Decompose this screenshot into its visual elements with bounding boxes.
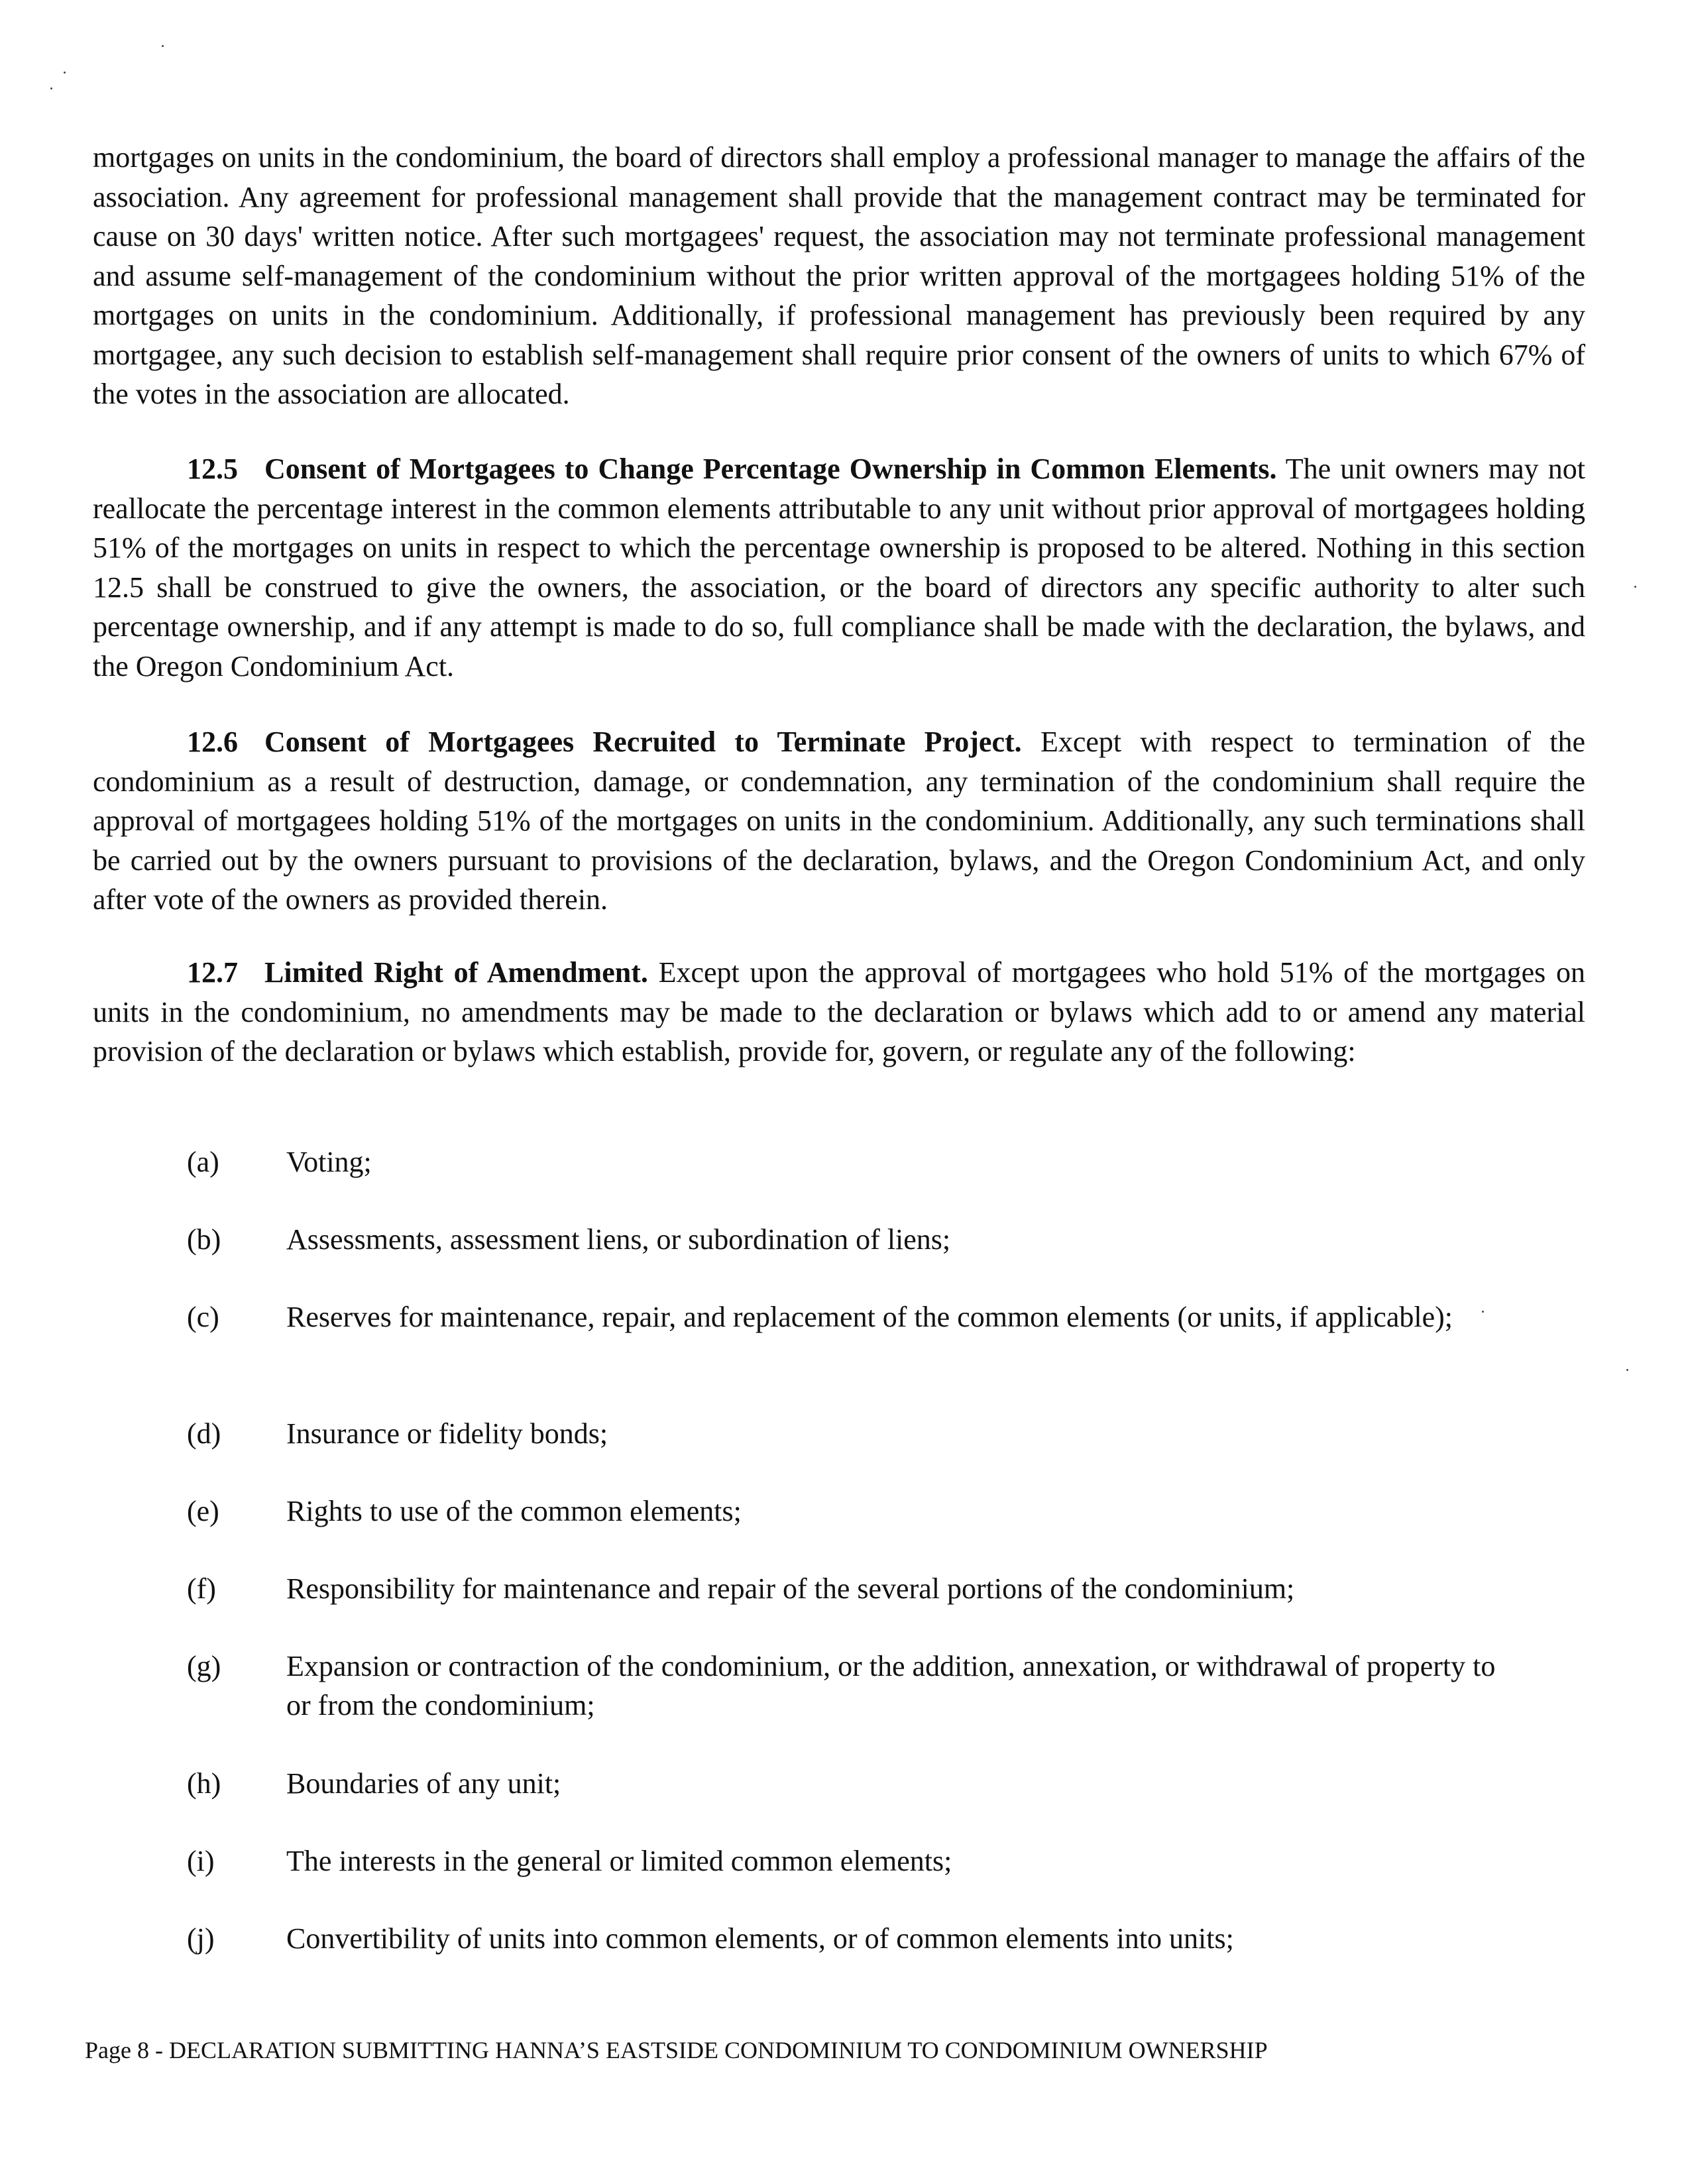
list-item-text: Responsibility for maintenance and repair of the several portions of the condominium;: [286, 1572, 1295, 1605]
list-item: [187, 1297, 1499, 1337]
list-item-label: (a): [187, 1146, 219, 1178]
list-item: [187, 1492, 1499, 1531]
list-item-text: Rights to use of the common elements;: [286, 1495, 742, 1527]
list-item-text: Insurance or fidelity bonds;: [286, 1417, 608, 1450]
list-item-label: (e): [187, 1495, 219, 1527]
scan-speck: [1626, 1369, 1628, 1371]
section-number: 12.6: [187, 726, 238, 758]
section-number: 12.7: [187, 956, 238, 989]
section-12-5: [93, 449, 1585, 686]
scan-speck: [1634, 586, 1636, 588]
list-item: [187, 1841, 1499, 1881]
intro-paragraph: mortgages on units in the condominium, the board of directors shall employ a professional manager to manage the affairs of the association. Any agreement for professional management shall provide that the management contract may be terminated for cause on 30 days' written notice. After such mortgagees' request, the association may not terminate professional management and assume self-management of the condominium without the prior written approval of the mortgagees holding 51% of the mortgages on units in the condominium. Additionally, if professional management has previously been required by any mortgagee, any such decision to establish self-management shall require prior consent of the owners of units to which 67% of the votes in the association are allocated.: [93, 141, 1585, 410]
list-item-text: The interests in the general or limited common elements;: [286, 1845, 952, 1877]
list-item: [187, 1414, 1499, 1453]
list-item-text: Expansion or contraction of the condominium, or the addition, annexation, or withdrawal of property to or from the condominium;: [286, 1650, 1496, 1721]
section-12-7: [93, 953, 1585, 1071]
scan-speck: [64, 72, 66, 74]
list-item-label: (g): [187, 1650, 221, 1682]
list-item-text: Assessments, assessment liens, or subordination of liens;: [286, 1223, 951, 1256]
list-item: [187, 1919, 1499, 1958]
list-item-label: (f): [187, 1572, 216, 1605]
section-title: Consent of Mortgagees to Change Percentage Ownership in Common Elements.: [264, 453, 1277, 485]
section-text: The unit owners may not reallocate the percentage interest in the common elements attributable to any unit without prior approval of mortgagees holding 51% of the mortgages on units in respect to which the percentage ownership is proposed to be altered. Nothing in this section 12.5 shall be construed to give the owners, the association, or the board of directors any specific authority to alter such percentage ownership, and if any attempt is made to do so, full compliance shall be made with the declaration, the bylaws, and the Oregon Condominium Act.: [93, 453, 1585, 682]
list-item-text: Voting;: [286, 1146, 372, 1178]
list-item: [187, 1569, 1499, 1608]
list-item-label: (i): [187, 1845, 215, 1877]
section-text: Except upon the approval of mortgagees who hold 51% of the mortgages on units in the condominium, no amendments may be made to the declaration or bylaws which add to or amend any material provision of the declaration or bylaws which establish, provide for, govern, or regulate any of the following:: [93, 956, 1585, 1067]
list-item-label: (d): [187, 1417, 221, 1450]
section-number: 12.5: [187, 453, 238, 485]
list-item-text: Reserves for maintenance, repair, and replacement of the common elements (or units, if applicable);: [286, 1301, 1453, 1333]
list-item-label: (b): [187, 1223, 221, 1256]
list-item-label: (h): [187, 1767, 221, 1800]
list-item-label: (j): [187, 1922, 215, 1955]
list-item: [187, 1764, 1499, 1803]
list-item: [187, 1142, 1499, 1181]
section-text: Except with respect to termination of the condominium as a result of destruction, damage, or condemnation, any termination of the condominium shall require the approval of mortgagees holding 51% of the mortgages on units in the condominium. Additionally, any such terminations shall be carried out by the owners pursuant to provisions of the declaration, bylaws, and the Oregon Condominium Act, and only after vote of the owners as provided therein.: [93, 726, 1586, 916]
list-item: [187, 1647, 1499, 1725]
list-item-text: Convertibility of units into common elements, or of common elements into units;: [286, 1922, 1234, 1955]
list-item-label: (c): [187, 1301, 219, 1333]
page-footer: Page 8 - DECLARATION SUBMITTING HANNA’S EASTSIDE CONDOMINIUM TO CONDOMINIUM OWNERSHIP: [85, 2037, 1268, 2063]
section-title: Consent of Mortgagees Recruited to Terminate Project.: [264, 726, 1022, 758]
scan-speck: [162, 45, 164, 47]
scan-speck: [50, 87, 52, 89]
section-title: Limited Right of Amendment.: [264, 956, 648, 989]
section-12-6: [93, 722, 1585, 920]
list-item: [187, 1220, 1499, 1259]
list-item-text: Boundaries of any unit;: [286, 1767, 561, 1800]
